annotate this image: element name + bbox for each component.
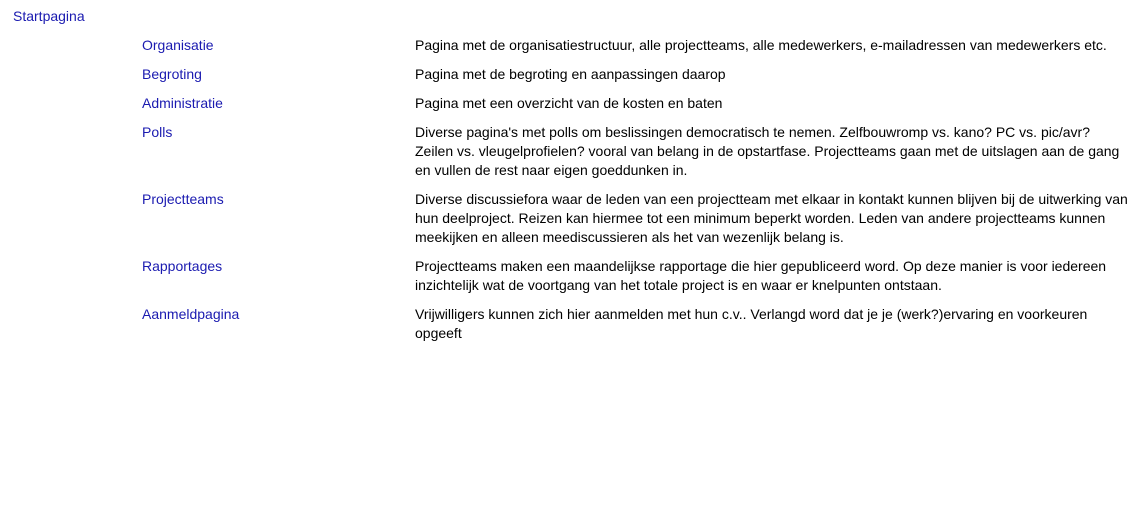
sitemap-item-organisatie (142, 36, 1132, 55)
polls-link[interactable]: Polls (142, 124, 173, 140)
begroting-description: Pagina met de begroting en aanpassingen daarop (415, 66, 726, 82)
organisatie-description: Pagina met de organisatiestructuur, alle projectteams, alle medewerkers, e-mailadressen van medewerkers etc. (415, 37, 1107, 53)
begroting-link[interactable]: Begroting (142, 66, 202, 82)
rapportages-description: Projectteams maken een maandelijkse rapportage die hier gepubliceerd word. Op deze manier is voor iedereen inzichtelijk wat de voortgang van het totale project is en waar er knelpunten ontstaan. (415, 258, 1107, 293)
sitemap-item-aanmeldpagina (142, 305, 1132, 343)
administratie-description: Pagina met een overzicht van de kosten en baten (415, 95, 723, 111)
projectteams-link[interactable]: Projectteams (142, 191, 224, 207)
sitemap-item-administratie (142, 94, 1132, 113)
sitemap-item-rapportages (142, 257, 1132, 295)
administratie-link[interactable]: Administratie (142, 95, 223, 111)
organisatie-link[interactable]: Organisatie (142, 37, 214, 53)
projectteams-description: Diverse discussiefora waar de leden van een projectteam met elkaar in kontakt kunnen blijven bij de uitwerking van hun deelproject. Reizen kan hiermee tot een minimum beperkt worden. Leden van andere projectteams kunnen meekijken en alleen meediscussieren als het van wezenlijk belang is. (415, 191, 1128, 245)
rapportages-link[interactable]: Rapportages (142, 258, 223, 274)
sitemap-item-projectteams (142, 190, 1132, 247)
aanmeldpagina-description: Vrijwilligers kunnen zich hier aanmelden met hun c.v.. Verlangd word dat je je (werk?)ervaring en voorkeuren opgeeft (415, 306, 1088, 341)
polls-description: Diverse pagina's met polls om beslissingen democratisch te nemen. Zelfbouwromp vs. kano? PC vs. pic/avr? Zeilen vs. vleugelprofielen? vooral van belang in de opstartfase. Projectteams gaan met de uitslagen aan de gang en vullen de rest naar eigen goeddunken in. (415, 124, 1120, 178)
aanmeldpagina-link[interactable]: Aanmeldpagina (142, 306, 240, 322)
sitemap-list (142, 36, 1132, 353)
sitemap-item-polls (142, 123, 1132, 180)
sitemap-item-begroting (142, 65, 1132, 84)
startpagina-link[interactable]: Startpagina (13, 8, 85, 24)
